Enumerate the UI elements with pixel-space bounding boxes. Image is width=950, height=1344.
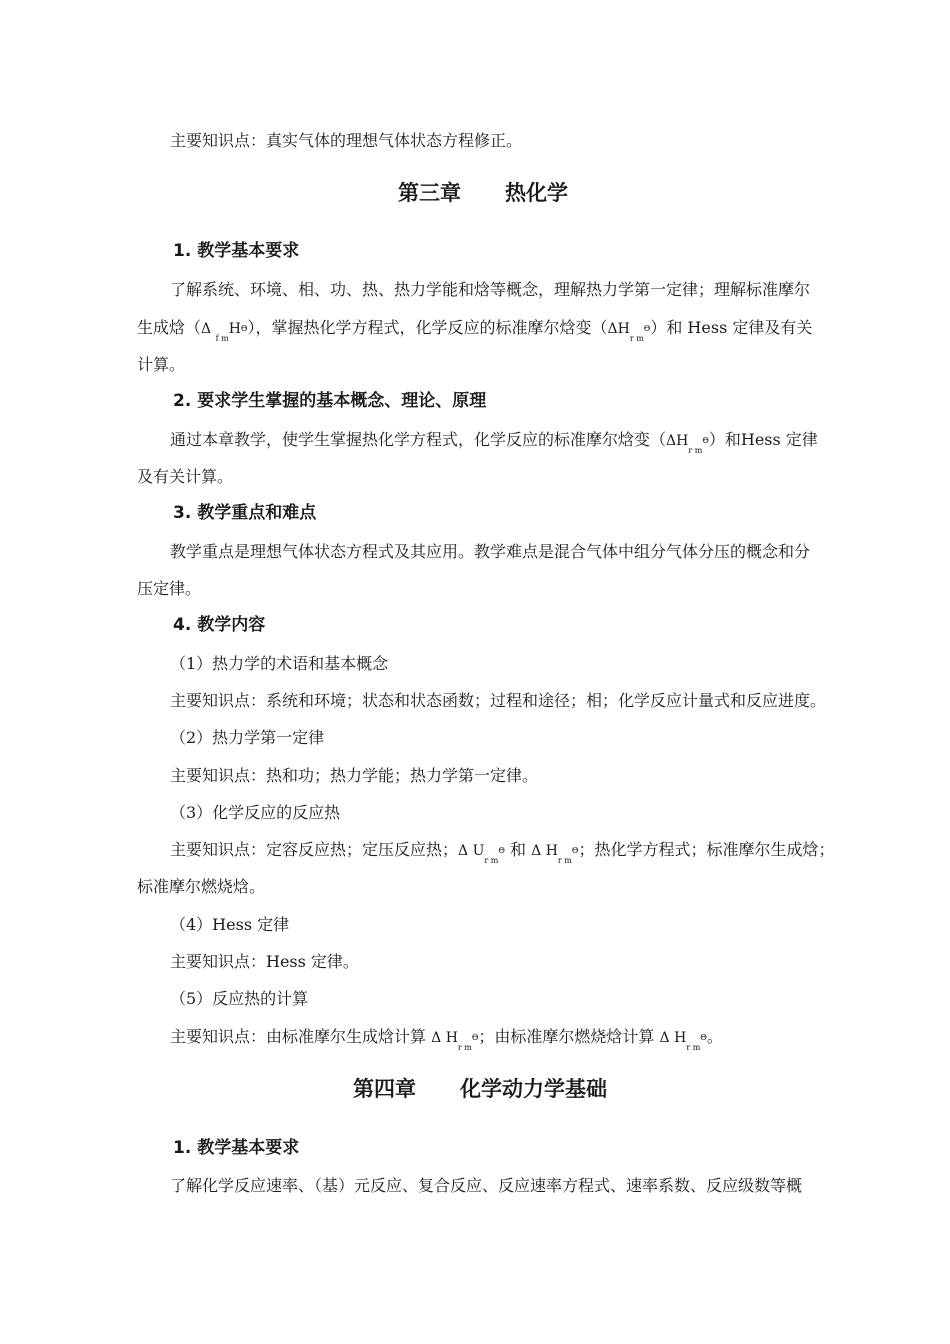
item2-points: 主要知识点：热和功；热力学能；热力学第一定律。: [170, 766, 539, 785]
ch3-s3-paragraph-line1: 教学重点是理想气体状态方程式及其应用。教学难点是混合气体中组分气体分压的概念和分: [170, 542, 811, 561]
item3-points-line1: 主要知识点：定容反应热；定压反应热；Δ $U_{r m}\Theta$ 和 Δ $H_{r m}\Theta$；热化学方程式；标准摩尔生成焓；: [170, 840, 835, 865]
delta-fH-symbol: Δ $_{f m}$HΘ: [201, 321, 248, 343]
item3-points-line2: 标准摩尔燃烧焓。: [137, 877, 266, 896]
knowledge-points-real-gas: 主要知识点：真实气体的理想气体状态方程修正。: [170, 131, 523, 150]
item4-title: （4）Hess 定律: [170, 915, 290, 934]
delta-rH-symbol: Δ $H_{r m}\Theta$: [531, 843, 579, 865]
delta-rH-symbol: $\Delta H_{r m}\Theta$: [607, 321, 651, 343]
item5-title: （5）反应热的计算: [170, 989, 309, 1008]
delta-rU-symbol: Δ $U_{r m}\Theta$: [458, 843, 505, 865]
ch3-section-3-heading: 3. 教学重点和难点: [173, 503, 317, 523]
ch4-s1-paragraph-line1: 了解化学反应速率、（基）元反应、复合反应、反应速率方程式、速率系数、反应级数等概: [170, 1176, 803, 1195]
ch3-s2-paragraph-line2: 及有关计算。: [137, 467, 234, 486]
delta-rH-symbol: $\Delta H_{r m}\Theta$: [666, 433, 709, 455]
ch4-section-1-heading: 1. 教学基本要求: [173, 1138, 300, 1158]
delta-rH-symbol: Δ $H_{r m}\Theta$: [659, 1030, 707, 1052]
item4-points: 主要知识点：Hess 定律。: [170, 952, 359, 971]
ch3-s3-paragraph-line2: 压定律。: [137, 579, 202, 598]
item2-title: （2）热力学第一定律: [170, 728, 325, 747]
chapter4-name: 化学动力学基础: [460, 1077, 607, 1101]
ch3-s2-paragraph-line1: 通过本章教学，使学生掌握热化学方程式，化学反应的标准摩尔焓变$(\Delta H_{r m}\Theta)$和Hess 定律: [170, 430, 818, 455]
ch3-s1-paragraph-line2: 生成焓（Δ $_{f m}$HΘ），掌握热化学方程式，化学反应的标准摩尔焓变$(\Delta H_{r m}\Theta)$和 Hess 定律及有关: [137, 318, 813, 343]
chapter3-name: 热化学: [505, 181, 568, 205]
chapter4-number: 第四章: [353, 1077, 416, 1101]
ch3-s1-paragraph-line1: 了解系统、环境、相、功、热、热力学能和焓等概念，理解热力学第一定律；理解标准摩尔: [170, 280, 811, 299]
ch3-s1-paragraph-line3: 计算。: [137, 355, 186, 374]
chapter4-title: [353, 1076, 607, 1102]
item3-title: （3）化学反应的反应热: [170, 803, 341, 822]
ch3-section-2-heading: 2. 要求学生掌握的基本概念、理论、原理: [173, 391, 487, 411]
chapter3-number: 第三章: [398, 181, 461, 205]
item1-points: 主要知识点：系统和环境；状态和状态函数；过程和途径；相；化学反应计量式和反应进度。: [170, 691, 827, 710]
item5-points: 主要知识点：由标准摩尔生成焓计算 Δ $H_{r m}\Theta$；由标准摩尔燃烧焓计算 Δ $H_{r m}\Theta$。: [170, 1027, 723, 1052]
item1-title: （1）热力学的术语和基本概念: [170, 654, 389, 673]
ch3-section-4-heading: 4. 教学内容: [173, 615, 266, 635]
chapter3-title: [398, 180, 568, 206]
delta-rH-symbol: Δ $H_{r m}\Theta$: [431, 1030, 479, 1052]
ch3-section-1-heading: 1. 教学基本要求: [173, 241, 300, 261]
